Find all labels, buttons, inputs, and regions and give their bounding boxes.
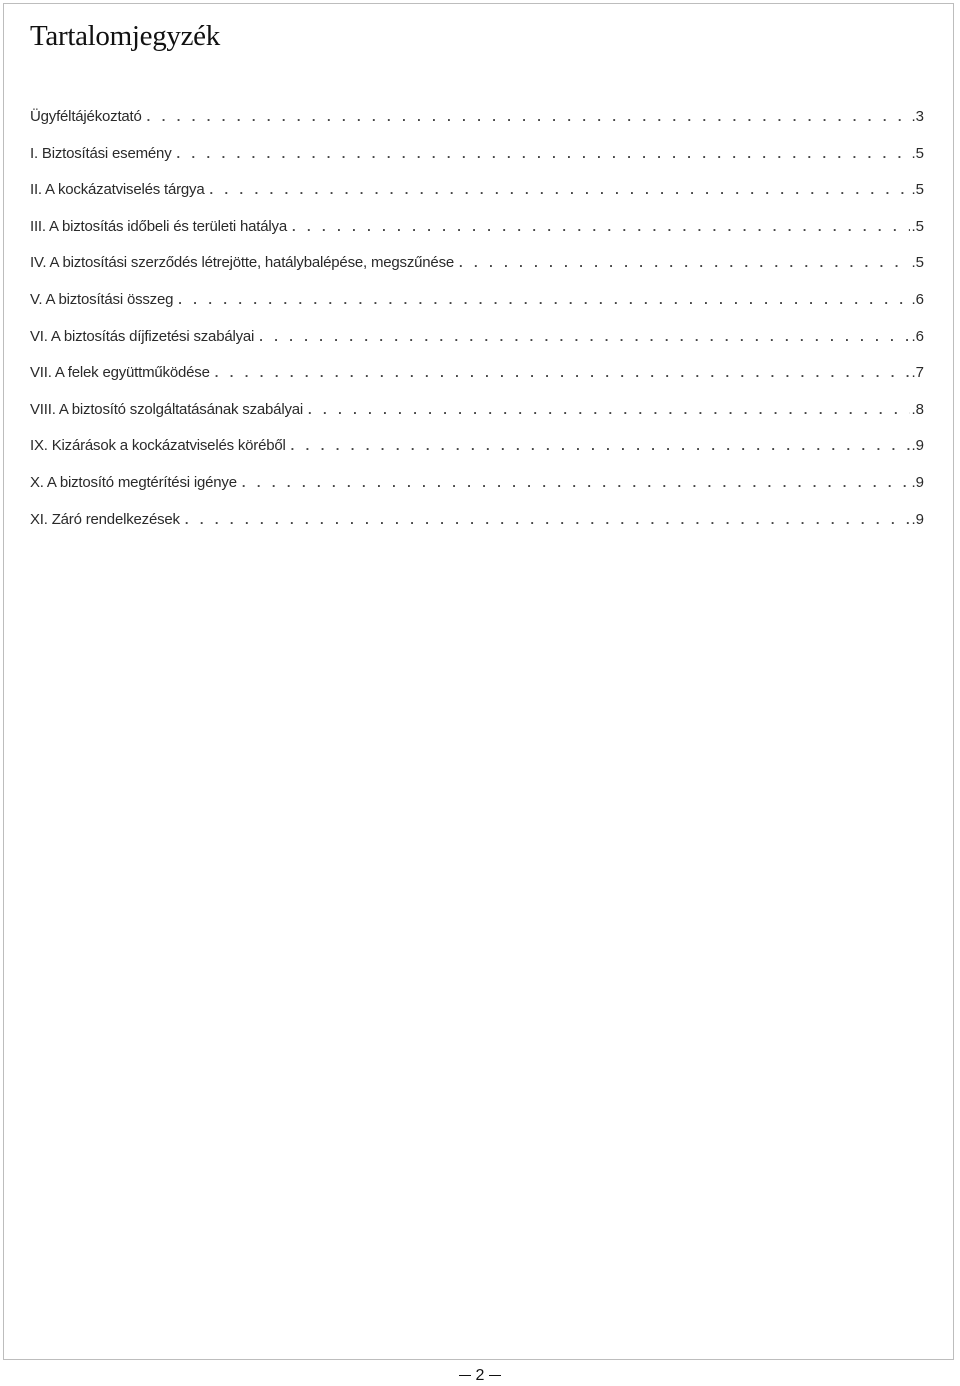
toc-entry[interactable] bbox=[30, 327, 924, 364]
toc-entry-label: IV. A biztosítási szerződés létrejötte, hatálybalépése, megszűnése bbox=[30, 254, 455, 272]
toc-entry[interactable] bbox=[30, 290, 924, 327]
toc-entry-page: .6 bbox=[911, 327, 924, 345]
toc-entry[interactable] bbox=[30, 144, 924, 181]
toc-entry-page: .5 bbox=[911, 254, 924, 272]
toc-leader-dots bbox=[459, 253, 910, 273]
toc-entry[interactable] bbox=[30, 217, 924, 254]
toc-entry[interactable] bbox=[30, 436, 924, 473]
toc-entry[interactable] bbox=[30, 473, 924, 510]
toc-leader-dots bbox=[185, 510, 911, 530]
toc-entry-label: V. A biztosítási összeg bbox=[30, 290, 174, 308]
toc-leader-dots bbox=[147, 107, 911, 127]
toc-leader-dots bbox=[291, 436, 911, 456]
toc-entry-label: III. A biztosítás időbeli és területi hatálya bbox=[30, 217, 287, 235]
toc-entry[interactable] bbox=[30, 253, 924, 290]
toc-entry[interactable] bbox=[30, 180, 924, 217]
toc-entry-label: VIII. A biztosító szolgáltatásának szabályai bbox=[30, 400, 304, 418]
toc-leader-dots bbox=[215, 363, 911, 383]
toc-leader-dots bbox=[178, 290, 910, 310]
toc-entry-label: VI. A biztosítás díjfizetési szabályai bbox=[30, 327, 255, 345]
footer-dash-right bbox=[489, 1375, 501, 1376]
toc-entry-page: .9 bbox=[911, 437, 924, 455]
footer-dash-left bbox=[459, 1375, 471, 1376]
toc-entry-label: II. A kockázatviselés tárgya bbox=[30, 181, 205, 199]
toc-entry-label: IX. Kizárások a kockázatviselés köréből bbox=[30, 437, 286, 455]
table-of-contents bbox=[30, 107, 924, 546]
toc-entry-label: XI. Záró rendelkezések bbox=[30, 510, 180, 528]
toc-entry-label: VII. A felek együttműködése bbox=[30, 364, 210, 382]
toc-entry-label: Ügyféltájékoztató bbox=[30, 108, 142, 125]
toc-entry[interactable] bbox=[30, 363, 924, 400]
toc-leader-dots bbox=[242, 473, 911, 493]
page-title: Tartalomjegyzék bbox=[30, 20, 220, 52]
toc-entry-page: .7 bbox=[911, 364, 924, 382]
toc-entry-page: .9 bbox=[911, 473, 924, 491]
toc-entry[interactable] bbox=[30, 510, 924, 547]
toc-entry-label: I. Biztosítási esemény bbox=[30, 144, 172, 162]
toc-entry-page: .5 bbox=[911, 144, 924, 162]
page-footer bbox=[0, 1366, 960, 1386]
toc-entry[interactable] bbox=[30, 400, 924, 437]
toc-leader-dots bbox=[308, 400, 910, 420]
toc-leader-dots bbox=[259, 327, 910, 347]
page-number: 2 bbox=[475, 1367, 485, 1384]
toc-entry-label: X. A biztosító megtérítési igénye bbox=[30, 473, 237, 491]
toc-entry-page: .8 bbox=[911, 400, 924, 418]
toc-entry[interactable] bbox=[30, 107, 924, 144]
toc-leader-dots bbox=[177, 144, 911, 164]
toc-entry-page: .5 bbox=[911, 181, 924, 199]
toc-entry-page: .6 bbox=[911, 290, 924, 308]
toc-leader-dots bbox=[292, 217, 910, 237]
toc-entry-page: .3 bbox=[911, 108, 924, 125]
toc-entry-page: .5 bbox=[911, 217, 924, 235]
toc-entry-page: .9 bbox=[911, 510, 924, 528]
toc-leader-dots bbox=[210, 180, 911, 200]
